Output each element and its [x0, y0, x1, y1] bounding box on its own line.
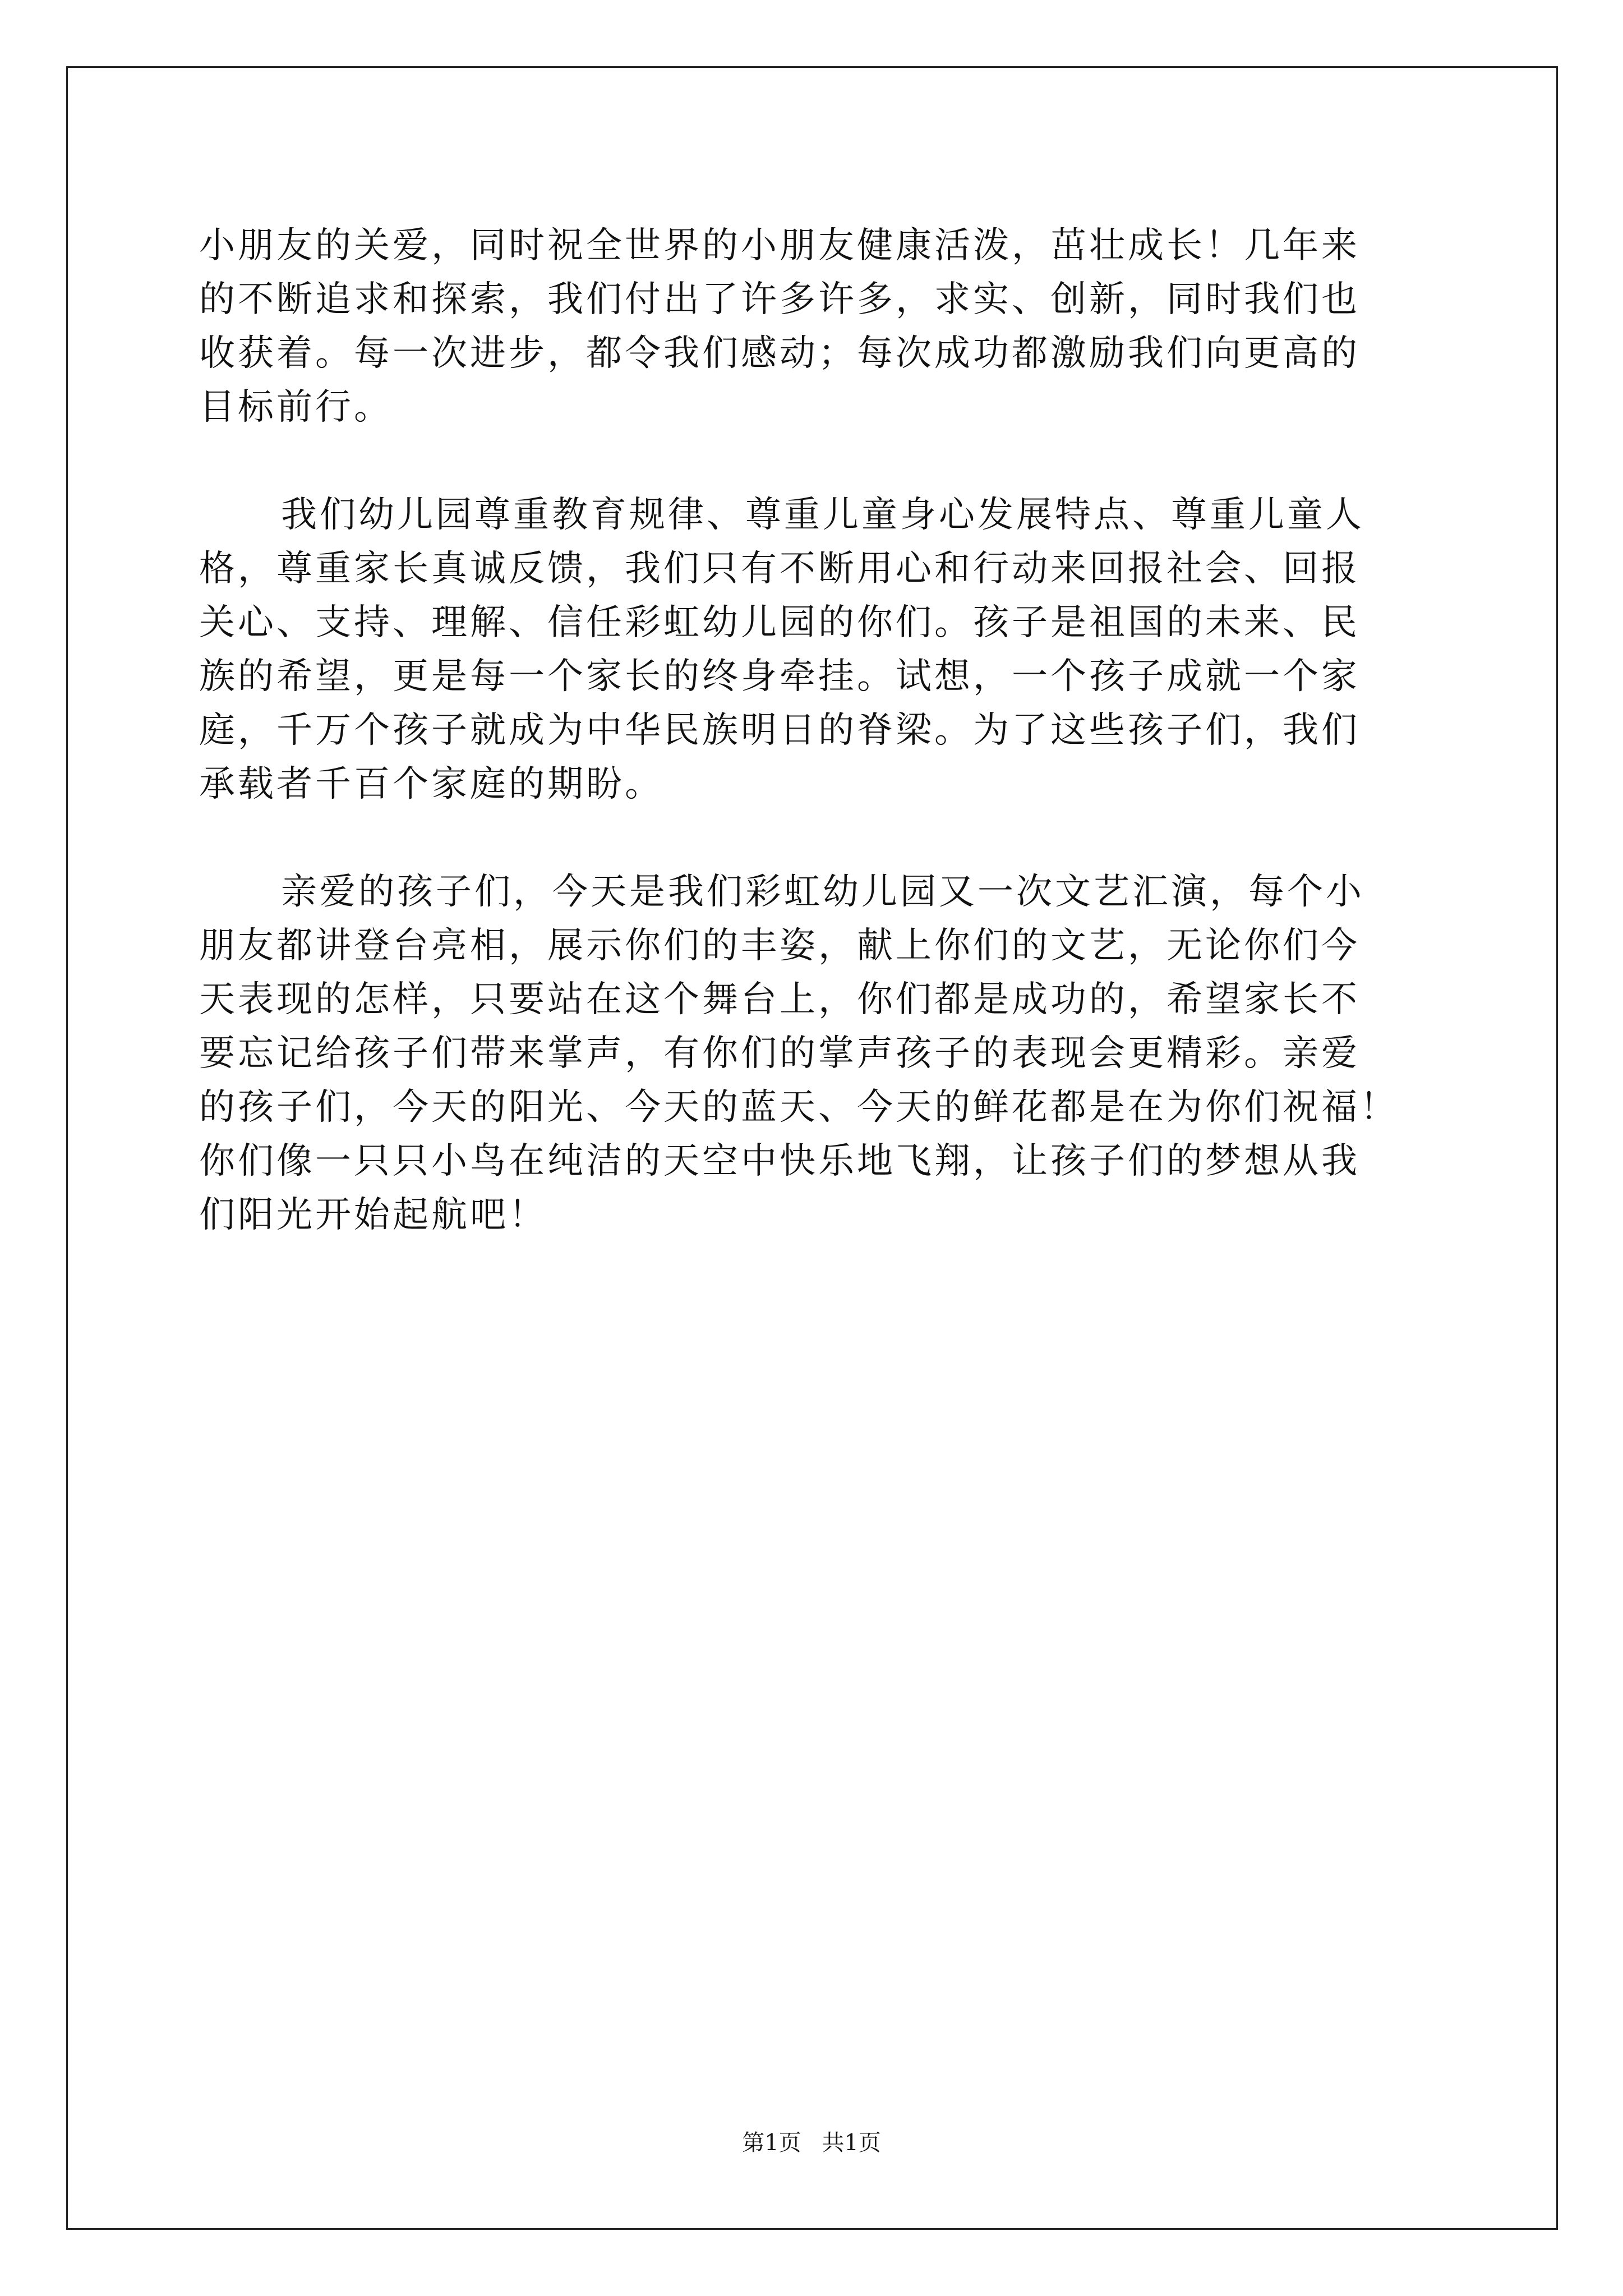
text-line: 小朋友的关爱，同时祝全世界的小朋友健康活泼，茁壮成长！几年来: [199, 225, 1360, 266]
text-line: 关心、支持、理解、信任彩虹幼儿园的你们。孩子是祖国的未来、民: [199, 602, 1360, 643]
page-number: 第1页: [742, 2130, 801, 2156]
text-line: 格，尊重家长真诚反馈，我们只有不断用心和行动来回报社会、回报: [199, 548, 1360, 590]
text-line: 我们幼儿园尊重教育规律、尊重儿童身心发展特点、尊重儿童人: [281, 494, 1364, 536]
text-line: 要忘记给孩子们带来掌声，有你们的掌声孩子的表现会更精彩。亲爱: [199, 1033, 1360, 1074]
text-line: 的孩子们，今天的阳光、今天的蓝天、今天的鲜花都是在为你们祝福！: [199, 1087, 1399, 1128]
text-line: 你们像一只只小鸟在纯洁的天空中快乐地飞翔，让孩子们的梦想从我: [199, 1140, 1360, 1182]
text-line: 收获着。每一次进步，都令我们感动；每次成功都激励我们向更高的: [199, 333, 1360, 374]
page-total: 共1页: [822, 2130, 881, 2156]
text-line: 庭，千万个孩子就成为中华民族明日的脊梁。为了这些孩子们，我们: [199, 710, 1360, 751]
text-line: 朋友都讲登台亮相，展示你们的丰姿，献上你们的文艺，无论你们今: [199, 925, 1360, 967]
text-line: 族的希望，更是每一个家长的终身牵挂。试想，一个孩子成就一个家: [199, 656, 1360, 697]
text-line: 天表现的怎样，只要站在这个舞台上，你们都是成功的，希望家长不: [199, 979, 1360, 1020]
text-line: 亲爱的孩子们，今天是我们彩虹幼儿园又一次文艺汇演，每个小: [281, 871, 1364, 913]
paragraph-gap: [199, 811, 1427, 865]
text-line: 的不断追求和探索，我们付出了许多许多，求实、创新，同时我们也: [199, 279, 1360, 320]
text-line: 目标前行。: [199, 386, 393, 428]
text-line: 们阳光开始起航吧！: [199, 1194, 547, 1236]
document-body: [199, 219, 1427, 1242]
page-footer: [0, 2126, 1623, 2160]
paragraph-gap: [199, 434, 1427, 488]
text-line: 承载者千百个家庭的期盼。: [199, 763, 663, 805]
